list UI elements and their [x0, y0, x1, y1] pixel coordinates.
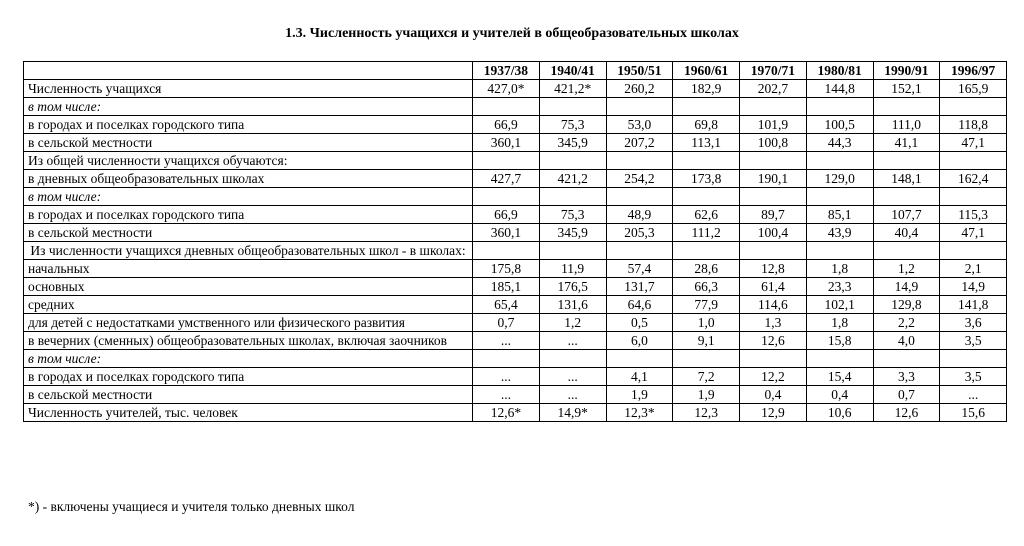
table-row [24, 260, 1007, 278]
table-row [24, 404, 1007, 422]
value-cell: 43,9 [806, 224, 873, 242]
value-cell: 152,1 [873, 80, 940, 98]
value-cell: 2,2 [873, 314, 940, 332]
value-cell: 111,0 [873, 116, 940, 134]
value-cell: ... [940, 386, 1007, 404]
value-cell: 207,2 [606, 134, 673, 152]
value-cell: 69,8 [673, 116, 740, 134]
row-label: Численность учащихся [24, 80, 473, 98]
header-row [24, 62, 1007, 80]
value-cell: 40,4 [873, 224, 940, 242]
value-cell [606, 242, 673, 260]
value-cell: 148,1 [873, 170, 940, 188]
value-cell: ... [539, 368, 606, 386]
value-cell: 114,6 [740, 296, 807, 314]
value-cell [606, 350, 673, 368]
value-cell: 345,9 [539, 134, 606, 152]
row-label: начальных [24, 260, 473, 278]
value-cell: 12,3 [673, 404, 740, 422]
value-cell: 205,3 [606, 224, 673, 242]
value-cell: 175,8 [473, 260, 540, 278]
value-cell: 115,3 [940, 206, 1007, 224]
value-cell [539, 98, 606, 116]
value-cell [740, 98, 807, 116]
value-cell: 28,6 [673, 260, 740, 278]
table-row [24, 368, 1007, 386]
value-cell: 129,8 [873, 296, 940, 314]
value-cell: 427,0* [473, 80, 540, 98]
value-cell [806, 350, 873, 368]
table-row [24, 206, 1007, 224]
row-label: Численность учителей, тыс. человек [24, 404, 473, 422]
value-cell [673, 152, 740, 170]
table-row [24, 134, 1007, 152]
value-cell: 3,6 [940, 314, 1007, 332]
value-cell: 47,1 [940, 224, 1007, 242]
value-cell: 44,3 [806, 134, 873, 152]
value-cell: 165,9 [940, 80, 1007, 98]
value-cell: 48,9 [606, 206, 673, 224]
value-cell [606, 98, 673, 116]
value-cell [873, 152, 940, 170]
value-cell: 118,8 [940, 116, 1007, 134]
value-cell [473, 242, 540, 260]
value-cell: 12,2 [740, 368, 807, 386]
value-cell: 12,9 [740, 404, 807, 422]
row-label: Из численности учащихся дневных общеобразовательных школ - в школах: [24, 242, 473, 260]
row-label: в вечерних (сменных) общеобразовательных школах, включая заочников [24, 332, 473, 350]
header-blank-cell [24, 62, 473, 80]
value-cell [940, 188, 1007, 206]
value-cell: 12,8 [740, 260, 807, 278]
row-label: в сельской местности [24, 386, 473, 404]
value-cell: 100,8 [740, 134, 807, 152]
value-cell [606, 152, 673, 170]
value-cell: 129,0 [806, 170, 873, 188]
value-cell [473, 98, 540, 116]
value-cell: 66,9 [473, 116, 540, 134]
value-cell: 173,8 [673, 170, 740, 188]
value-cell [539, 242, 606, 260]
header-year: 1960/61 [673, 62, 740, 80]
row-label: в дневных общеобразовательных школах [24, 170, 473, 188]
value-cell: ... [539, 332, 606, 350]
value-cell: 65,4 [473, 296, 540, 314]
value-cell [473, 350, 540, 368]
table-row [24, 188, 1007, 206]
table-row [24, 242, 1007, 260]
value-cell: 1,9 [606, 386, 673, 404]
row-label: в сельской местности [24, 224, 473, 242]
value-cell: 9,1 [673, 332, 740, 350]
value-cell: 12,6 [873, 404, 940, 422]
value-cell: ... [539, 386, 606, 404]
value-cell: 260,2 [606, 80, 673, 98]
value-cell: 162,4 [940, 170, 1007, 188]
value-cell: 89,7 [740, 206, 807, 224]
table-row [24, 98, 1007, 116]
value-cell: 0,7 [473, 314, 540, 332]
value-cell: 15,4 [806, 368, 873, 386]
value-cell: 41,1 [873, 134, 940, 152]
value-cell: 15,6 [940, 404, 1007, 422]
value-cell: 10,6 [806, 404, 873, 422]
header-year: 1980/81 [806, 62, 873, 80]
value-cell: 176,5 [539, 278, 606, 296]
value-cell: 57,4 [606, 260, 673, 278]
value-cell [806, 188, 873, 206]
value-cell: 6,0 [606, 332, 673, 350]
row-label: в городах и поселках городского типа [24, 116, 473, 134]
value-cell [740, 188, 807, 206]
header-year: 1950/51 [606, 62, 673, 80]
value-cell: ... [473, 368, 540, 386]
value-cell: 0,4 [806, 386, 873, 404]
footnote: *) - включены учащиеся и учителя только дневных школ [28, 499, 355, 514]
row-label: в том числе: [24, 188, 473, 206]
value-cell: 62,6 [673, 206, 740, 224]
value-cell [940, 350, 1007, 368]
value-cell: 1,8 [806, 314, 873, 332]
value-cell: 141,8 [940, 296, 1007, 314]
value-cell: 77,9 [673, 296, 740, 314]
value-cell: 100,5 [806, 116, 873, 134]
value-cell: 14,9 [940, 278, 1007, 296]
value-cell: 7,2 [673, 368, 740, 386]
row-label: Из общей численности учащихся обучаются: [24, 152, 473, 170]
value-cell: 12,6* [473, 404, 540, 422]
value-cell: 131,7 [606, 278, 673, 296]
value-cell: 100,4 [740, 224, 807, 242]
value-cell [673, 188, 740, 206]
value-cell: 202,7 [740, 80, 807, 98]
value-cell: 11,9 [539, 260, 606, 278]
value-cell: 421,2* [539, 80, 606, 98]
value-cell [539, 350, 606, 368]
table-row [24, 332, 1007, 350]
table-row [24, 296, 1007, 314]
value-cell: 3,3 [873, 368, 940, 386]
row-label: в сельской местности [24, 134, 473, 152]
value-cell [806, 242, 873, 260]
table-row [24, 80, 1007, 98]
value-cell: 144,8 [806, 80, 873, 98]
value-cell: 0,5 [606, 314, 673, 332]
value-cell [740, 350, 807, 368]
value-cell [940, 242, 1007, 260]
value-cell [539, 188, 606, 206]
value-cell: 360,1 [473, 224, 540, 242]
value-cell: 3,5 [940, 332, 1007, 350]
table-row [24, 224, 1007, 242]
value-cell: 113,1 [673, 134, 740, 152]
value-cell: 1,9 [673, 386, 740, 404]
value-cell: 190,1 [740, 170, 807, 188]
value-cell: 12,3* [606, 404, 673, 422]
table-row [24, 278, 1007, 296]
value-cell: 23,3 [806, 278, 873, 296]
row-label: средних [24, 296, 473, 314]
value-cell [473, 152, 540, 170]
value-cell: 0,4 [740, 386, 807, 404]
table-row [24, 350, 1007, 368]
value-cell: 61,4 [740, 278, 807, 296]
row-label: для детей с недостатками умственного или физического развития [24, 314, 473, 332]
value-cell: 1,2 [539, 314, 606, 332]
value-cell [873, 188, 940, 206]
value-cell: 12,6 [740, 332, 807, 350]
value-cell [806, 98, 873, 116]
table-body [24, 80, 1007, 422]
value-cell: 254,2 [606, 170, 673, 188]
value-cell: 1,8 [806, 260, 873, 278]
value-cell: 101,9 [740, 116, 807, 134]
value-cell [940, 98, 1007, 116]
value-cell [673, 242, 740, 260]
value-cell [873, 242, 940, 260]
value-cell: 14,9* [539, 404, 606, 422]
value-cell: 107,7 [873, 206, 940, 224]
value-cell: ... [473, 332, 540, 350]
value-cell [806, 152, 873, 170]
value-cell [740, 152, 807, 170]
row-label: основных [24, 278, 473, 296]
value-cell: 1,0 [673, 314, 740, 332]
value-cell: 345,9 [539, 224, 606, 242]
statistics-table [23, 61, 1007, 422]
header-year: 1996/97 [940, 62, 1007, 80]
header-year: 1940/41 [539, 62, 606, 80]
value-cell: 0,7 [873, 386, 940, 404]
value-cell: 15,8 [806, 332, 873, 350]
value-cell: 185,1 [473, 278, 540, 296]
value-cell: 14,9 [873, 278, 940, 296]
header-year: 1990/91 [873, 62, 940, 80]
value-cell: 64,6 [606, 296, 673, 314]
row-label: в городах и поселках городского типа [24, 206, 473, 224]
table-row [24, 314, 1007, 332]
value-cell: 111,2 [673, 224, 740, 242]
value-cell: 427,7 [473, 170, 540, 188]
value-cell: 360,1 [473, 134, 540, 152]
value-cell: 102,1 [806, 296, 873, 314]
value-cell: ... [473, 386, 540, 404]
table-row [24, 152, 1007, 170]
value-cell: 4,0 [873, 332, 940, 350]
table-row [24, 116, 1007, 134]
value-cell: 2,1 [940, 260, 1007, 278]
value-cell: 1,3 [740, 314, 807, 332]
value-cell: 1,2 [873, 260, 940, 278]
value-cell: 75,3 [539, 206, 606, 224]
value-cell: 85,1 [806, 206, 873, 224]
page-title: 1.3. Численность учащихся и учителей в общеобразовательных школах [285, 26, 739, 41]
table-row [24, 386, 1007, 404]
value-cell: 75,3 [539, 116, 606, 134]
row-label: в том числе: [24, 350, 473, 368]
value-cell [673, 98, 740, 116]
value-cell [606, 188, 673, 206]
value-cell: 182,9 [673, 80, 740, 98]
value-cell [873, 350, 940, 368]
row-label: в городах и поселках городского типа [24, 368, 473, 386]
value-cell [673, 350, 740, 368]
value-cell [940, 152, 1007, 170]
value-cell [740, 242, 807, 260]
value-cell: 421,2 [539, 170, 606, 188]
header-year: 1970/71 [740, 62, 807, 80]
value-cell: 47,1 [940, 134, 1007, 152]
value-cell [539, 152, 606, 170]
value-cell: 131,6 [539, 296, 606, 314]
value-cell: 3,5 [940, 368, 1007, 386]
table-row [24, 170, 1007, 188]
value-cell: 66,9 [473, 206, 540, 224]
value-cell [473, 188, 540, 206]
value-cell: 53,0 [606, 116, 673, 134]
row-label: в том числе: [24, 98, 473, 116]
header-year: 1937/38 [473, 62, 540, 80]
value-cell: 66,3 [673, 278, 740, 296]
value-cell: 4,1 [606, 368, 673, 386]
value-cell [873, 98, 940, 116]
